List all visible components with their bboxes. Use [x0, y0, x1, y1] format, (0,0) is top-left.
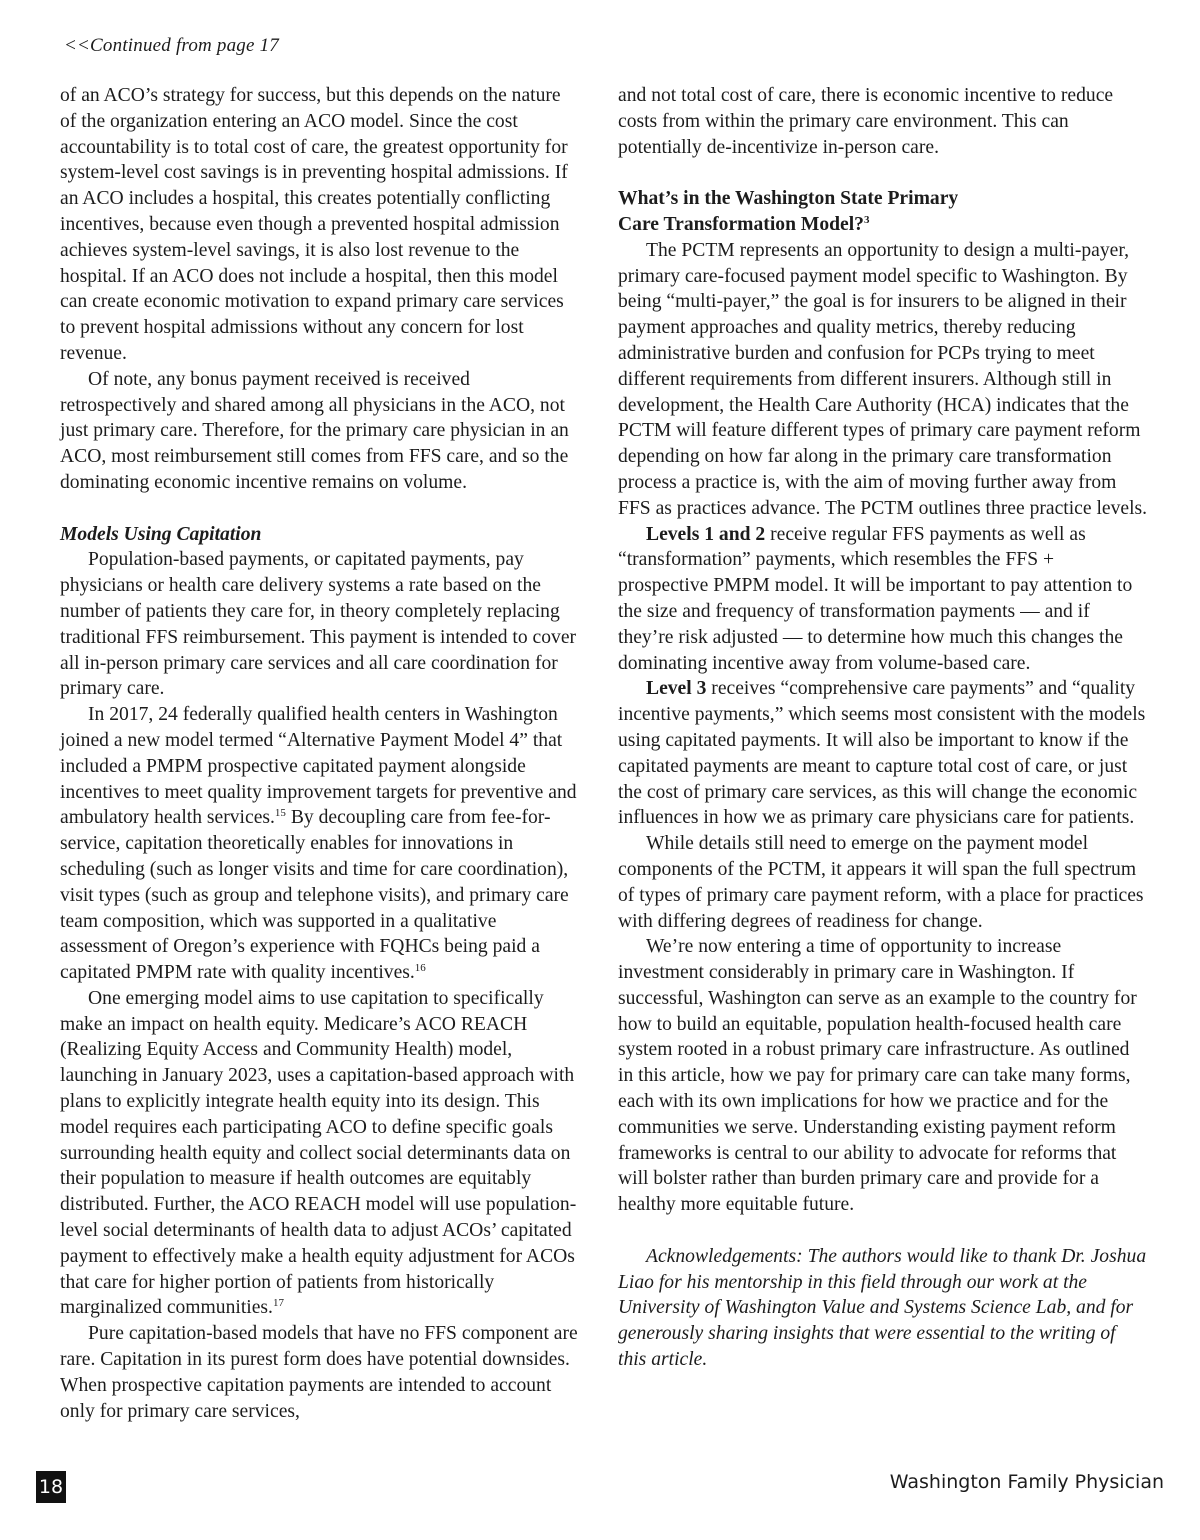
- paragraph: We’re now entering a time of opportunity to increase investment considerably in primary care in Washington. If successful, Washington can serve as an example to the country for how to build an equitable, population health-focused health care system rooted in a robust primary care infrastructure. As outlined in this article, how we pay for primary care can take many forms, each with its own implications for how we practice and for the communities we serve. Understanding existing payment reform frameworks is central to our ability to advocate for reforms that will bolster rather than burden primary care and provide for a healthy more equitable future.: [618, 936, 1137, 1216]
- page-number: 18: [36, 1471, 66, 1503]
- paragraph: [618, 522, 1148, 677]
- paragraph: Pure capitation-based models that have no FFS component are rare. Capitation in its purest form does have potential downsides. When prospective capitation payments are intended to account only for primary care services,: [60, 1323, 578, 1422]
- section-heading-pctm: [618, 186, 1148, 238]
- paragraph-text: receives “comprehensive care payments” and “quality incentive payments,” which seems most consistent with the models using capitated payments. It will also be important to know if the capitated payments are meant to capture total cost of care, or just the cost of primary care services, as this will change the economic influences in how we as primary care physicians care for patients.: [618, 678, 1146, 829]
- lead-in: Levels 1 and 2: [646, 523, 766, 545]
- paragraph: While details still need to emerge on the payment model components of the PCTM, it appears it will span the full spectrum of types of primary care payment reform, with a place for practices with differing degrees of readiness for change.: [618, 833, 1144, 932]
- paragraph: and not total cost of care, there is economic incentive to reduce costs from within the primary care environment. This can potentially de-incentivize in-person care.: [618, 85, 1114, 158]
- reference-marker: 16: [414, 962, 426, 975]
- paragraph: [618, 676, 1148, 831]
- acknowledgements: Acknowledgements: The authors would like to thank Dr. Joshua Liao for his mentorship in this field through our work at the University of Washington Value and Systems Science Lab, and for generously sharing insights that were essential to the writing of this article.: [618, 1245, 1147, 1371]
- section-heading-capitation: Models Using Capitation: [60, 523, 262, 545]
- reference-marker: 3: [863, 213, 870, 226]
- paragraph: Of note, any bonus payment received is received retrospectively and shared among all physicians in the ACO, not just primary care. Therefore, for the primary care physician in an ACO, most reimbursement still comes from FFS care, and so the dominating economic incentive remains on volume.: [60, 368, 569, 493]
- paragraph: Population-based payments, or capitated payments, pay physicians or health care delivery systems a rate based on the number of patients they care for, in theory completely replacing traditional FFS reimbursement. This payment is intended to cover all in-person primary care services and all care coordination for primary care.: [60, 549, 577, 700]
- paragraph-text: In 2017, 24 federally qualified health centers in Washington joined a new model termed “Alternative Payment Model 4” that included a PMPM prospective capitated payment alongside incentives to meet quality improvement targets for preventive and ambulatory health services.: [60, 704, 577, 829]
- left-column: [60, 83, 580, 1424]
- continued-from-note: <<Continued from page 17: [64, 35, 279, 56]
- paragraph-text: One emerging model aims to use capitation to specifically make an impact on health equity. Medicare’s ACO REACH (Realizing Equity Access and Community Health) model, launching in January 2023, uses a capitation-based approach with plans to explicitly integrate health equity into its design. This model requires each participating ACO to define specific goals surrounding health equity and collect social determinants data on their population to measure if health outcomes are equitably distributed. Further, the ACO REACH model will use population-level social determinants of health data to adjust ACOs’ capitated payment to effectively make a health equity adjustment for ACOs that care for higher portion of patients from historically marginalized communities.: [60, 987, 577, 1319]
- paragraph: The PCTM represents an opportunity to design a multi-payer, primary care-focused payment model specific to Washington. By being “multi-payer,” the goal is for insurers to be aligned in their payment approaches and quality metrics, thereby reducing administrative burden and confusion for PCPs trying to meet different requirements from different insurers. Although still in development, the Health Care Authority (HCA) indicates that the PCTM will feature different types of primary care payment reform depending on how far along in the primary care transformation process a practice is, with the aim of moving further away from FFS as practices advance. The PCTM outlines three practice levels.: [618, 239, 1148, 519]
- heading-line: What’s in the Washington State Primary: [618, 188, 959, 210]
- paragraph-text: receive regular FFS payments as well as “transformation” payments, which resembles the FFS + prospective PMPM model. It will be important to pay attention to the size and frequency of transformation payments — and if they’re risk adjusted — to determine how much this changes the dominating incentive away from volume-based care.: [618, 523, 1133, 674]
- right-column: [618, 83, 1148, 1373]
- paragraph: [60, 986, 580, 1321]
- lead-in: Level 3: [646, 678, 707, 700]
- paragraph-text: By decoupling care from fee-for-service, capitation theoretically enables for innovations in scheduling (such as longer visits and time for care coordination), visit types (such as group and telephone visits), and primary care team composition, which was supported in a qualitative assessment of Oregon’s experience with FQHCs being paid a capitated PMPM rate with quality incentives.: [60, 807, 569, 984]
- reference-marker: 15: [274, 807, 286, 820]
- reference-marker: 17: [272, 1297, 284, 1310]
- heading-line: Care Transformation Model?: [618, 213, 864, 235]
- publication-name: Washington Family Physician: [889, 1471, 1164, 1493]
- paragraph: [60, 702, 580, 986]
- paragraph: of an ACO’s strategy for success, but this depends on the nature of the organization entering an ACO model. Since the cost accountability is to total cost of care, the greatest opportunity for system-level cost savings is in preventing hospital admissions. If an ACO includes a hospital, this creates potentially conflicting incentives, because even though a prevented hospital admission achieves system-level savings, it is also lost revenue to the hospital. If an ACO does not include a hospital, then this model can create economic motivation to expand primary care services to prevent hospital admissions without any concern for lost revenue.: [60, 85, 568, 364]
